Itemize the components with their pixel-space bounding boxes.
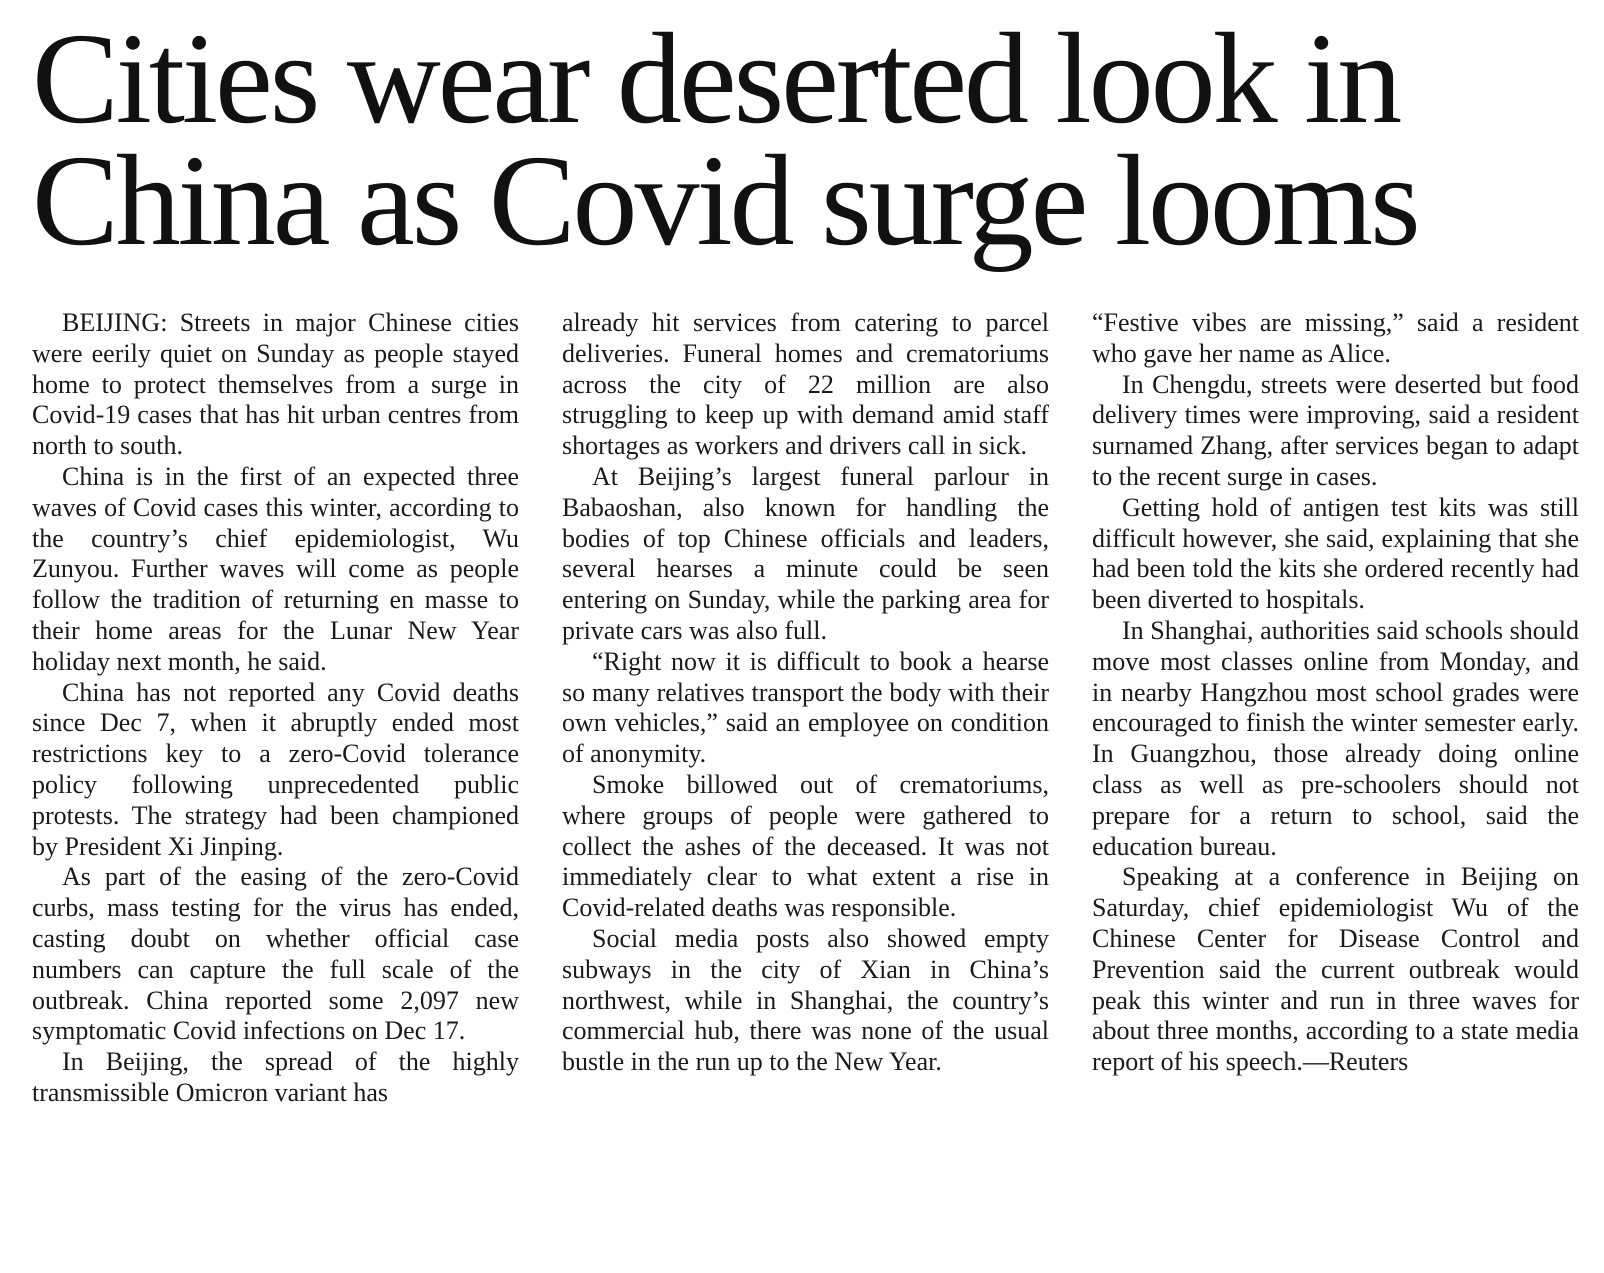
column-1 — [32, 308, 519, 1248]
headline — [32, 7, 1572, 273]
paragraph-continued: already hit services from catering to parcel deliveries. Funeral homes and crematoriums across the city of 22 million are also struggling to keep up with demand amid staff shortages as workers and drivers call in sick. — [562, 308, 1049, 461]
paragraph: Smoke billowed out of crematoriums, where groups of people were gathered to collect the ashes of the deceased. It was not immediately clear to what extent a rise in Covid-related deaths was responsible. — [562, 769, 1049, 923]
paragraph: In Chengdu, streets were deserted but food delivery times were improving, said a resident surnamed Zhang, after services began to adapt to the recent surge in cases. — [1092, 369, 1579, 491]
column-3 — [1092, 308, 1579, 1248]
paragraph: China has not reported any Covid deaths since Dec 7, when it abruptly ended most restrictions key to a zero-Covid tolerance policy following unprecedented public protests. The strategy had been championed by President Xi Jinping. — [32, 677, 519, 861]
paragraph: “Festive vibes are missing,” said a resident who gave her name as Alice. — [1092, 308, 1579, 368]
paragraph-dateline: BEIJING: Streets in major Chinese cities were eerily quiet on Sunday as people stayed home to protect themselves from a surge in Covid-19 cases that has hit urban centres from north to south. — [32, 308, 519, 461]
paragraph: In Beijing, the spread of the highly transmissible Omicron variant has — [32, 1047, 519, 1107]
paragraph: China is in the first of an expected three waves of Covid cases this winter, according to the country’s chief epidemiologist, Wu Zunyou. Further waves will come as people follow the tradition of returning en masse to their home areas for the Lunar New Year holiday next month, he said. — [32, 461, 519, 676]
headline-line-1: Cities wear deserted look in — [32, 7, 1400, 151]
paragraph-byline-end: Speaking at a conference in Beijing on Saturday, chief epidemiologist Wu of the Chinese Center for Disease Control and Prevention said the current outbreak would peak this winter and run in three waves for about three months, according to a state media report of his speech.—Reuters — [1092, 862, 1579, 1077]
paragraph: As part of the easing of the zero-Covid curbs, mass testing for the virus has ended, casting doubt on whether official case numbers can capture the full scale of the outbreak. China reported some 2,097 new symptomatic Covid infections on Dec 17. — [32, 862, 519, 1046]
paragraph: Getting hold of antigen test kits was still difficult however, she said, explaining that she had been told the kits she ordered recently had been diverted to hospitals. — [1092, 492, 1579, 615]
column-2 — [562, 308, 1049, 1248]
paragraph: At Beijing’s largest funeral parlour in Babaoshan, also known for handling the bodies of top Chinese officials and leaders, several hearses a minute could be seen entering on Sunday, while the parking area for private cars was also full. — [562, 461, 1049, 645]
paragraph: In Shanghai, authorities said schools should move most classes online from Monday, and in nearby Hangzhou most school grades were encouraged to finish the winter semester early. In Guangzhou, those already doing online class as well as pre-schoolers should not prepare for a return to school, said the education bureau. — [1092, 615, 1579, 861]
headline-line-2: China as Covid surge looms — [32, 129, 1418, 273]
paragraph: “Right now it is difficult to book a hearse so many relatives transport the body with their own vehicles,” said an employee on condition of anonymity. — [562, 646, 1049, 769]
article-body — [32, 308, 1579, 1248]
paragraph: Social media posts also showed empty subways in the city of Xian in China’s northwest, while in Shanghai, the country’s commercial hub, there was none of the usual bustle in the run up to the New Year. — [562, 923, 1049, 1077]
